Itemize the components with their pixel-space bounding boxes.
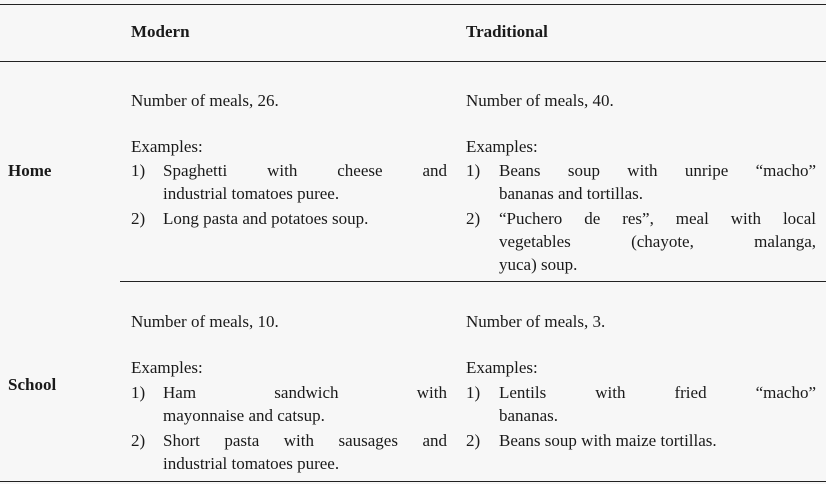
top-rule [0,4,826,5]
example-item [466,207,816,276]
row-label-home: Home [8,161,52,180]
item-text-line: Long pasta and potatoes soup. [163,209,369,228]
examples-label: Examples: [131,137,203,156]
row-label-school: School [8,375,57,394]
item-number: 1) [131,161,146,180]
item-text-line: industrial tomatoes puree. [163,454,340,473]
item-text-line: Short pasta with sausages and [163,431,447,450]
meal-count: Number of meals, 10. [131,312,279,331]
example-item [466,429,816,452]
item-text-line: Beans soup with unripe “macho” [499,161,816,180]
item-number: 1) [466,383,481,402]
item-text-line: Ham sandwich with [163,383,447,402]
column-header-modern: Modern [131,22,190,41]
example-item [131,429,447,475]
item-number: 2) [466,431,481,450]
item-text-line: Spaghetti with cheese and [163,161,447,180]
item-number: 2) [131,209,146,228]
column-header-traditional: Traditional [466,22,548,41]
example-item [466,159,816,205]
item-number: 2) [466,209,481,228]
example-item [131,381,447,427]
item-text-line: vegetables (chayote, malanga, [499,232,816,251]
item-text-line: Lentils with fried “macho” [499,383,816,402]
example-item [131,207,447,230]
item-text-line: yuca) soup. [499,255,578,274]
item-text-line: “Puchero de res”, meal with local [499,209,816,228]
meal-count: Number of meals, 26. [131,91,279,110]
item-number: 1) [131,383,146,402]
item-text-line: mayonnaise and catsup. [163,406,325,425]
examples-label: Examples: [131,358,203,377]
item-text-line: bananas and tortillas. [499,184,643,203]
examples-label: Examples: [466,358,538,377]
item-number: 1) [466,161,481,180]
header-rule [0,61,826,62]
bottom-rule [0,481,826,482]
meal-count: Number of meals, 3. [466,312,606,331]
item-number: 2) [131,431,146,450]
example-item [131,159,447,205]
item-text-line: Beans soup with maize tortillas. [499,431,717,450]
examples-label: Examples: [466,137,538,156]
row-divider-rule [120,281,826,282]
item-text-line: industrial tomatoes puree. [163,184,340,203]
item-text-line: bananas. [499,406,559,425]
meal-count: Number of meals, 40. [466,91,614,110]
example-item [466,381,816,427]
